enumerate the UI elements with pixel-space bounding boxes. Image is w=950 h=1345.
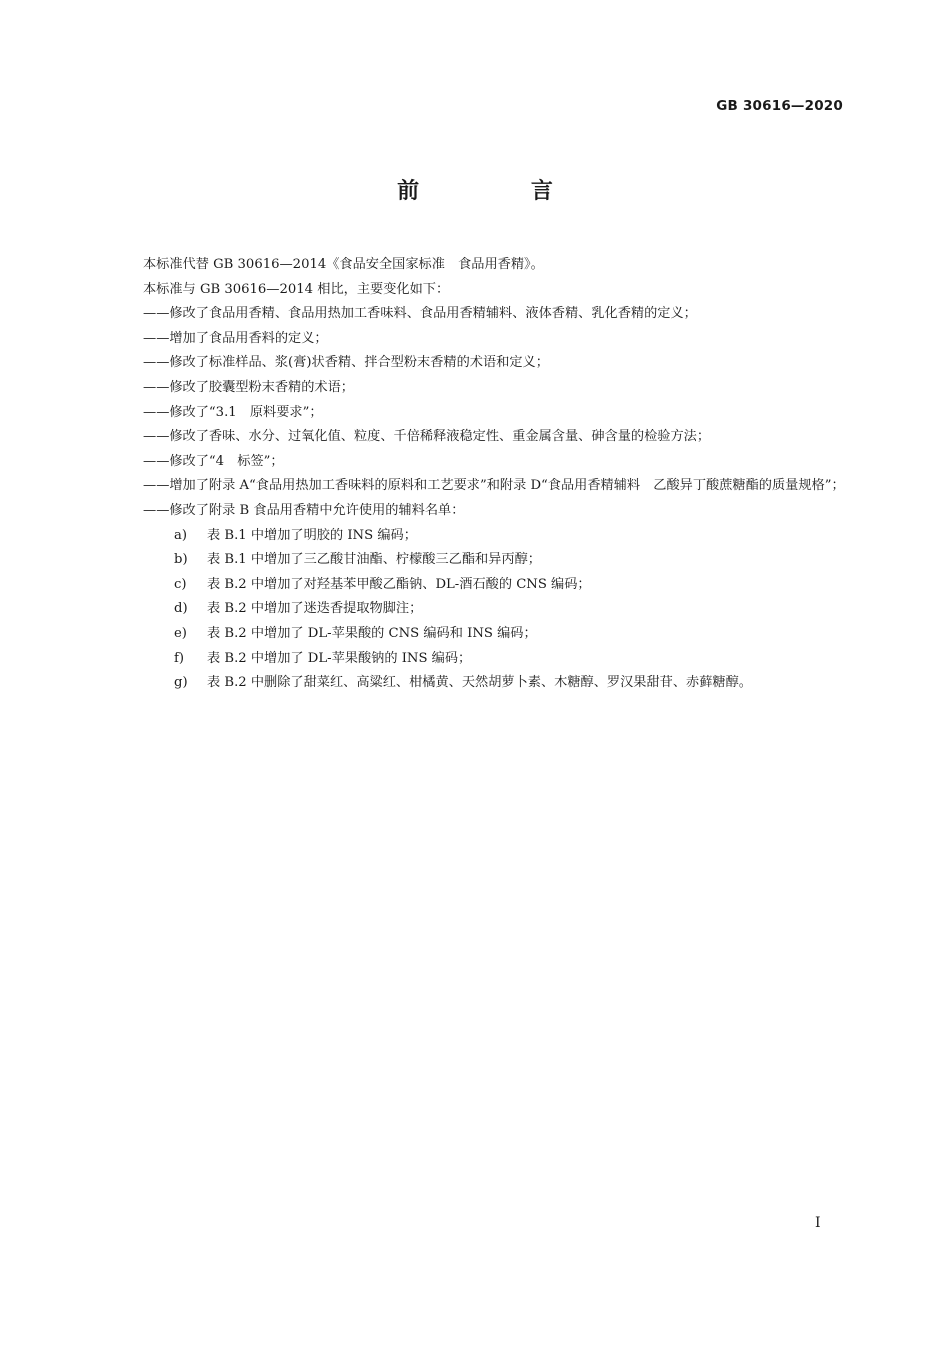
sub-item-label: e) — [174, 625, 187, 641]
change-item: ——修改了香味、水分、过氧化值、粒度、千倍稀释液稳定性、重金属含量、砷含量的检验方法； — [143, 429, 711, 445]
sub-item-text: 表 B.2 中增加了迷迭香提取物脚注； — [207, 601, 423, 617]
sub-item-text: 表 B.2 中增加了 DL-苹果酸的 CNS 编码和 INS 编码； — [207, 625, 537, 641]
change-item: ——修改了附录 B 食品用香精中允许使用的辅料名单： — [143, 502, 465, 518]
change-item: ——修改了胶囊型粉末香精的术语； — [143, 379, 354, 395]
sub-item-label: f) — [174, 650, 185, 666]
intro-line: 本标准与 GB 30616—2014 相比，主要变化如下： — [143, 281, 450, 297]
change-item: ——增加了食品用香料的定义； — [143, 330, 328, 346]
sub-item — [143, 647, 846, 672]
change-item: ——修改了“4 标签”； — [143, 453, 284, 469]
preface-body — [143, 253, 846, 696]
sub-item — [143, 548, 846, 573]
page-title: 前 言 — [397, 179, 605, 204]
sub-item-label: b) — [174, 552, 188, 568]
standard-number: GB 30616—2020 — [716, 98, 843, 114]
sub-item — [143, 524, 846, 549]
sub-item-label: g) — [174, 675, 188, 691]
sub-item-text: 表 B.2 中增加了对羟基苯甲酸乙酯钠、DL-酒石酸的 CNS 编码； — [207, 576, 591, 592]
sub-item — [143, 573, 846, 598]
sub-item-text: 表 B.2 中删除了甜菜红、高粱红、柑橘黄、天然胡萝卜素、木糖醇、罗汉果甜苷、赤藓糖醇。 — [207, 675, 752, 691]
change-item: ——修改了“3.1 原料要求”； — [143, 404, 323, 420]
page-number: I — [815, 1215, 821, 1231]
change-item: ——修改了食品用香精、食品用热加工香味料、食品用香精辅料、液体香精、乳化香精的定义； — [143, 306, 697, 322]
sub-item-text: 表 B.1 中增加了三乙酸甘油酯、柠檬酸三乙酯和异丙醇； — [207, 552, 541, 568]
change-item: ——增加了附录 A“食品用热加工香味料的原料和工艺要求”和附录 D“食品用香精辅料 乙酸异丁酸蔗糖酯的质量规格”； — [143, 478, 845, 494]
sub-item-label: d) — [174, 601, 188, 617]
sub-item — [143, 622, 846, 647]
sub-item-label: a) — [174, 527, 188, 543]
change-item: ——修改了标准样品、浆(膏)状香精、拌合型粉末香精的术语和定义； — [143, 355, 549, 371]
sub-item — [143, 671, 846, 696]
sub-item-text: 表 B.2 中增加了 DL-苹果酸钠的 INS 编码； — [207, 650, 472, 666]
sub-item-label: c) — [174, 576, 187, 592]
sub-item — [143, 597, 846, 622]
sub-item-text: 表 B.1 中增加了明胶的 INS 编码； — [207, 527, 417, 543]
intro-line: 本标准代替 GB 30616—2014《食品安全国家标准 食品用香精》。 — [143, 257, 544, 272]
